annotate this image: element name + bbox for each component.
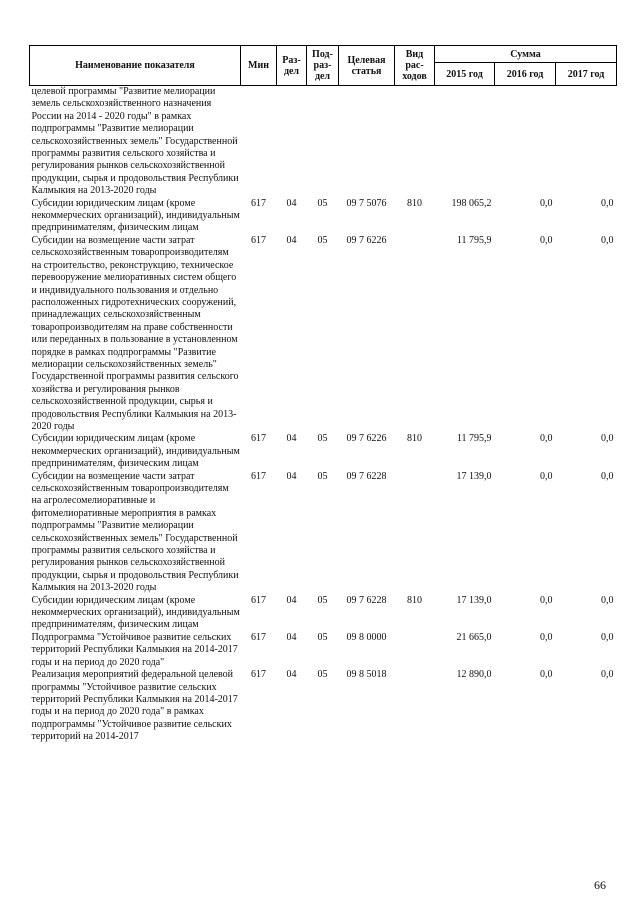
cell-2015: 12 890,0: [456, 669, 492, 681]
table-row: [30, 86, 617, 198]
cell-razdel: 04: [286, 594, 297, 606]
budget-table: [29, 45, 617, 744]
cell-min: 617: [251, 631, 266, 643]
cell-2015: 17 139,0: [456, 594, 492, 606]
cell-article: 09 8 5018: [346, 669, 387, 681]
cell-podrazdel: 05: [317, 669, 328, 681]
cell-vid: 810: [407, 594, 422, 606]
cell-name: Субсидии на возмещение части затрат сельскохозяйственным товаропроизводителям на агролесомелиоративные и фитомелиоративные мероприятия в рамках подпрограммы "Развитие мелиорации сельскохозяйственных земель" Государственной программы развития сельского хозяйства и регулирования рынков сельскохозяйственной продукции, сырья и продовольствия Республики Калмыкия на 2013-2020 годы: [31, 470, 239, 594]
cell-article: [339, 86, 395, 198]
cell-podrazdel: [307, 86, 339, 198]
cell-min: 617: [251, 594, 266, 606]
cell-2016: 0,0: [540, 197, 553, 209]
cell-podrazdel: 05: [317, 234, 328, 246]
cell-vid: [395, 86, 435, 198]
cell-2016: 0,0: [540, 594, 553, 606]
cell-name: Субсидии юридическим лицам (кроме некоммерческих организаций), индивидуальным предпринимателям, физическим лицам: [31, 433, 240, 470]
cell-podrazdel: 05: [317, 631, 328, 643]
cell-article: 09 7 6226: [346, 433, 387, 445]
cell-2017: 0,0: [601, 197, 614, 209]
cell-name: Подпрограмма "Устойчивое развитие сельских территорий Республики Калмыкия на 2014-2017 годы и на период до 2020 года": [31, 631, 238, 668]
cell-podrazdel: 05: [317, 433, 328, 445]
table-row: [30, 669, 617, 743]
col-header-min: Мин: [241, 46, 277, 86]
cell-2017: 0,0: [601, 669, 614, 681]
cell-2017: 0,0: [601, 470, 614, 482]
cell-min: [241, 86, 277, 198]
cell-2015: 11 795,9: [456, 433, 492, 445]
col-header-podrazdel: Под- раз- дел: [307, 46, 339, 86]
cell-razdel: 04: [286, 234, 297, 246]
page-number: 66: [594, 878, 606, 892]
cell-vid: [395, 632, 435, 669]
cell-vid: 810: [407, 433, 422, 445]
cell-min: 617: [251, 433, 266, 445]
cell-razdel: 04: [286, 433, 297, 445]
table-body: [30, 86, 617, 744]
cell-2017: 0,0: [601, 631, 614, 643]
cell-article: 09 7 6228: [346, 470, 387, 482]
cell-razdel: 04: [286, 197, 297, 209]
cell-vid: [395, 669, 435, 743]
cell-2015: 21 665,0: [456, 631, 492, 643]
table-row: [30, 471, 617, 595]
cell-podrazdel: 05: [317, 594, 328, 606]
cell-podrazdel: 05: [317, 197, 328, 209]
col-header-2017: 2017 год: [556, 63, 617, 86]
table-header: [30, 46, 617, 86]
table-row: [30, 198, 617, 235]
cell-2015: 198 065,2: [451, 197, 492, 209]
col-header-name: Наименование показателя: [30, 46, 241, 86]
cell-min: 617: [251, 234, 266, 246]
cell-razdel: 04: [286, 669, 297, 681]
cell-2016: 0,0: [540, 433, 553, 445]
cell-2016: 0,0: [540, 631, 553, 643]
cell-2015: [435, 86, 495, 198]
cell-2017: 0,0: [601, 433, 614, 445]
col-header-sum: Сумма: [435, 46, 617, 63]
cell-min: 617: [251, 470, 266, 482]
cell-article: 09 7 6226: [346, 234, 387, 246]
cell-name: целевой программы "Развитие мелиорации земель сельскохозяйственного назначения России на 2014 - 2020 годы" в рамках подпрограммы "Развитие мелиорации сельскохозяйственных земель" Государственной программы развития сельского хозяйства и регулирования рынков сельскохозяйственной продукции, сырья и продовольствия Республики Калмыкия на 2013-2020 годы: [31, 86, 239, 197]
cell-vid: [395, 235, 435, 434]
cell-razdel: 04: [286, 631, 297, 643]
cell-article: 09 7 6228: [346, 594, 387, 606]
col-header-article: Целевая статья: [339, 46, 395, 86]
cell-2016: 0,0: [540, 470, 553, 482]
table-row: [30, 595, 617, 632]
table-row: [30, 433, 617, 470]
col-header-razdel: Раз- дел: [277, 46, 307, 86]
cell-podrazdel: 05: [317, 470, 328, 482]
col-header-2016: 2016 год: [495, 63, 556, 86]
cell-name: Субсидии юридическим лицам (кроме некоммерческих организаций), индивидуальным предпринимателям, физическим лицам: [31, 594, 240, 631]
cell-vid: 810: [407, 197, 422, 209]
table-row: [30, 235, 617, 434]
cell-2016: [495, 86, 556, 198]
cell-2015: 11 795,9: [456, 234, 492, 246]
cell-2016: 0,0: [540, 669, 553, 681]
col-header-2015: 2015 год: [435, 63, 495, 86]
cell-razdel: 04: [286, 470, 297, 482]
cell-article: 09 7 5076: [346, 197, 387, 209]
cell-min: 617: [251, 669, 266, 681]
cell-2017: 0,0: [601, 594, 614, 606]
cell-2016: 0,0: [540, 234, 553, 246]
cell-2015: 17 139,0: [456, 470, 492, 482]
cell-name: Реализация мероприятий федеральной целевой программы "Устойчивое развитие сельских территорий Республики Калмыкия на 2014-2017 годы и на период до 2020 года" в рамках подпрограммы "Устойчивое развитие сельских территорий на 2014-2017: [31, 669, 238, 743]
cell-2017: 0,0: [601, 234, 614, 246]
col-header-vid: Вид рас- ходов: [395, 46, 435, 86]
cell-name: Субсидии юридическим лицам (кроме некоммерческих организаций), индивидуальным предпринимателям, физическим лицам: [31, 197, 240, 234]
cell-name: Субсидии на возмещение части затрат сельскохозяйственным товаропроизводителям на строительство, реконструкцию, техническое перевооружение мелиоративных систем общего и индивидуального пользования и отдельно расположенных гидротехнических сооружений, принадлежащих сельскохозяйственным товаропроизводителям на праве собственности или переданных в пользование в установленном порядке в рамках подпрограммы "Развитие мелиорации сельскохозяйственных земель" Государственной программы развития сельского хозяйства и регулирования рынков сельскохозяйственной продукции, сырья и продовольствия Республики Калмыкия на 2013-2020 годы: [31, 234, 239, 432]
cell-article: 09 8 0000: [346, 631, 387, 643]
table-row: [30, 632, 617, 669]
cell-vid: [395, 471, 435, 595]
cell-min: 617: [251, 197, 266, 209]
cell-razdel: [277, 86, 307, 198]
cell-2017: [556, 86, 617, 198]
